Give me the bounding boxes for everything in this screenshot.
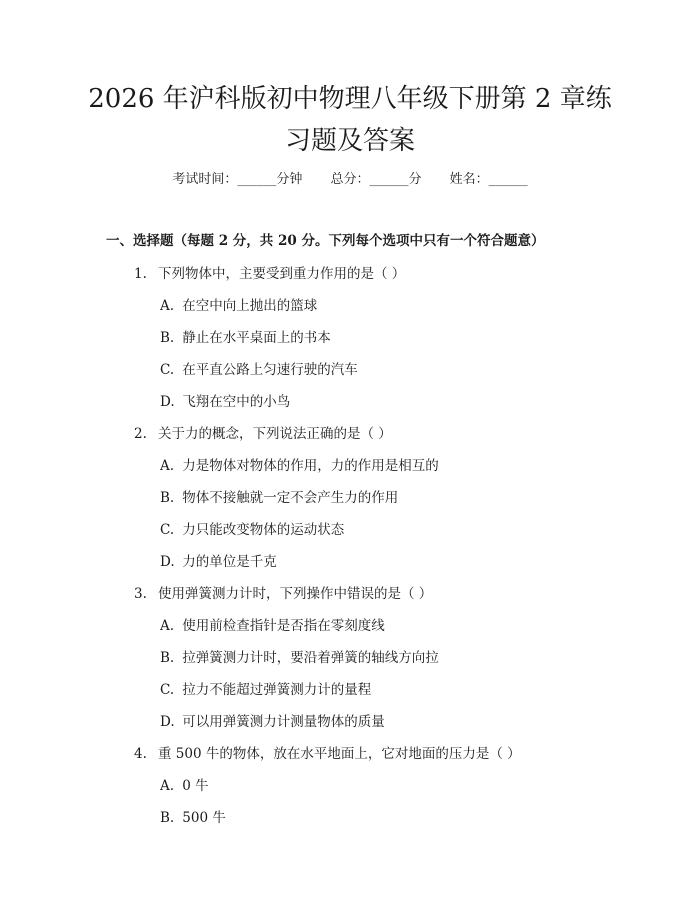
option-letter: B. [160,330,175,346]
option-text: 0 牛 [182,778,209,794]
exam-time: 考试时间：______分钟 [172,172,303,187]
option-letter: B. [160,650,175,666]
option-text: 拉力不能超过弹簧测力计的量程 [182,682,372,698]
option [160,294,317,314]
option-text: 在空中向上抛出的篮球 [182,298,318,314]
option [160,454,439,474]
option-text: 使用前检查指针是否指在零刻度线 [182,618,385,634]
option-letter: D. [160,394,175,410]
question-number: 4. [134,746,147,762]
question [134,582,432,602]
option-letter: A. [160,778,175,794]
option-letter: B. [160,490,175,506]
option-letter: A. [160,618,175,634]
question [134,742,521,762]
exam-score: 总分：______分 [330,172,422,187]
question-number: 3. [134,586,147,602]
option-letter: C. [160,682,175,698]
question-number: 2. [134,426,147,442]
option-text: 力的单位是千克 [182,554,277,570]
option-letter: D. [160,554,175,570]
option [160,774,209,794]
option [160,614,385,634]
question-number: 1. [134,266,147,282]
option [160,390,290,410]
option-text: 力是物体对物体的作用，力的作用是相互的 [182,458,439,474]
exam-name: 姓名：______ [449,172,528,187]
option [160,486,398,506]
option-text: 500 牛 [182,810,226,826]
question-text: 关于力的概念，下列说法正确的是（ ） [158,426,392,442]
question-text: 下列物体中，主要受到重力作用的是（ ） [158,266,406,282]
title-line-1: 2026 年沪科版初中物理八年级下册第 2 章练 [88,84,612,114]
section-heading: 一、选择题（每题 2 分，共 20 分。下列每个选项中只有一个符合题意） [106,233,545,249]
option-letter: C. [160,522,175,538]
option-letter: B. [160,810,175,826]
option-text: 飞翔在空中的小鸟 [182,394,291,410]
option [160,646,439,666]
option-letter: D. [160,714,175,730]
page-title [0,78,700,162]
option [160,518,344,538]
option [160,678,371,698]
option-letter: A. [160,458,175,474]
option [160,358,358,378]
option [160,326,331,346]
option-text: 在平直公路上匀速行驶的汽车 [182,362,358,378]
option [160,710,385,730]
question [134,262,405,282]
question-text: 使用弹簧测力计时，下列操作中错误的是（ ） [158,586,433,602]
option-text: 物体不接触就一定不会产生力的作用 [182,490,399,506]
option-text: 力只能改变物体的运动状态 [182,522,345,538]
option [160,550,277,570]
option-letter: A. [160,298,175,314]
option-text: 拉弹簧测力计时，要沿着弹簧的轴线方向拉 [182,650,439,666]
question [134,422,392,442]
option-text: 静止在水平桌面上的书本 [182,330,331,346]
question-text: 重 500 牛的物体，放在水平地面上，它对地面的压力是（ ） [158,746,521,762]
option [160,806,226,826]
option-letter: C. [160,362,175,378]
exam-meta [0,168,700,187]
title-line-2: 习题及答案 [284,126,415,156]
option-text: 可以用弹簧测力计测量物体的质量 [182,714,385,730]
